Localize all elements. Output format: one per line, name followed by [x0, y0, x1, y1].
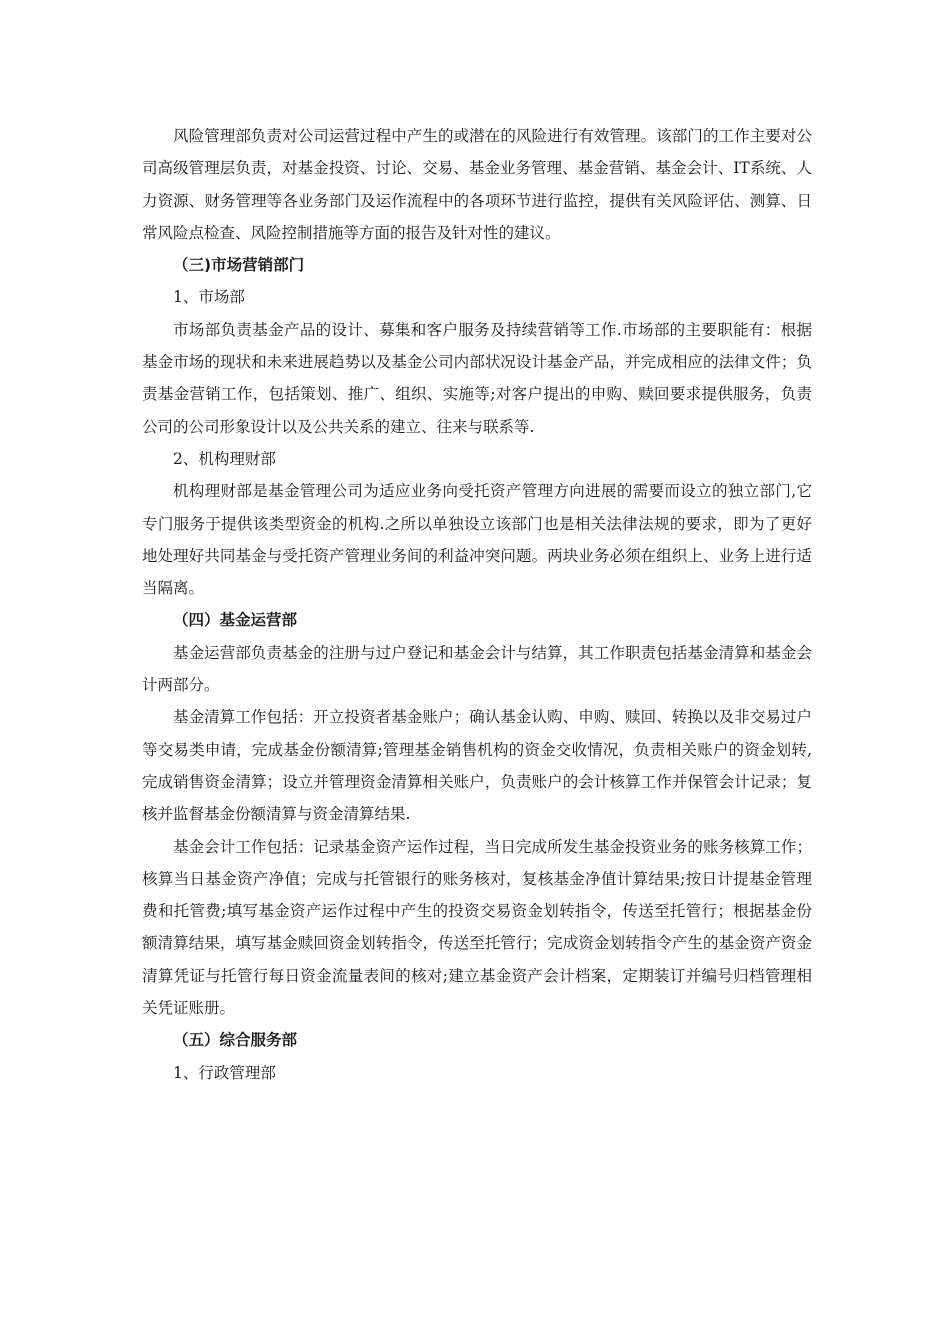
subheading-administration: 1、行政管理部 — [173, 1063, 276, 1082]
subheading-institutional-finance: 2、机构理财部 — [173, 449, 276, 468]
document-page — [142, 120, 812, 1089]
subheading-market-department: 1、市场部 — [173, 288, 245, 307]
heading-fund-operations: （四）基金运营部 — [173, 611, 298, 630]
paragraph-market-department: 市场部负责基金产品的设计、募集和客户服务及持续营销等工作.市场部的主要职能有：根据基金市场的现状和未来进展趋势以及基金公司内部状况设计基金产品，并完成相应的法律文件；负责基金营销工作，包括策划、推广、组织、实施等;对客户提出的申购、赎回要求提供服务，负责公司的公司形象设计以及公共关系的建立、往来与联系等. — [142, 320, 812, 436]
paragraph-fund-accounting: 基金会计工作包括：记录基金资产运作过程，当日完成所发生基金投资业务的账务核算工作；核算当日基金资产净值；完成与托管银行的账务核对，复核基金净值计算结果;按日计提基金管理费和托管费;填写基金资产运作过程中产生的投资交易资金划转指令，传送至托管行；根据基金份额清算结果，填写基金赎回资金划转指令，传送至托管行；完成资金划转指令产生的基金资产资金清算凭证与托管行每日资金流量表间的核对;建立基金资产会计档案，定期装订并编号归档管理相关凭证账册。 — [142, 837, 812, 1018]
paragraph-fund-clearing: 基金清算工作包括：开立投资者基金账户；确认基金认购、申购、赎回、转换以及非交易过户等交易类申请，完成基金份额清算;管理基金销售机构的资金交收情况，负责相关账户的资金划转,完成销售资金清算；设立并管理资金清算相关账户，负责账户的会计核算工作并保管会计记录；复核并监督基金份额清算与资金清算结果. — [142, 708, 812, 824]
paragraph-institutional-finance: 机构理财部是基金管理公司为适应业务向受托资产管理方向进展的需要而设立的独立部门,它专门服务于提供该类型资金的机构.之所以单独设立该部门也是相关法律法规的要求，即为了更好地处理好共同基金与受托资产管理业务间的利益冲突问题。两块业务必须在组织上、业务上进行适当隔离。 — [142, 482, 812, 598]
paragraph-fund-operations-intro: 基金运营部负责基金的注册与过户登记和基金会计与结算，其工作职责包括基金清算和基金会计两部分。 — [142, 643, 812, 695]
heading-general-services: （五）综合服务部 — [173, 1031, 298, 1050]
heading-marketing-department: （三)市场营销部门 — [173, 256, 305, 275]
paragraph-risk-management: 风险管理部负责对公司运营过程中产生的或潜在的风险进行有效管理。该部门的工作主要对公司高级管理层负责，对基金投资、讨论、交易、基金业务管理、基金营销、基金会计、IT系统、人力资源、财务管理等各业务部门及运作流程中的各项环节进行监控，提供有关风险评估、测算、日常风险点检查、风险控制措施等方面的报告及针对性的建议。 — [142, 127, 812, 242]
